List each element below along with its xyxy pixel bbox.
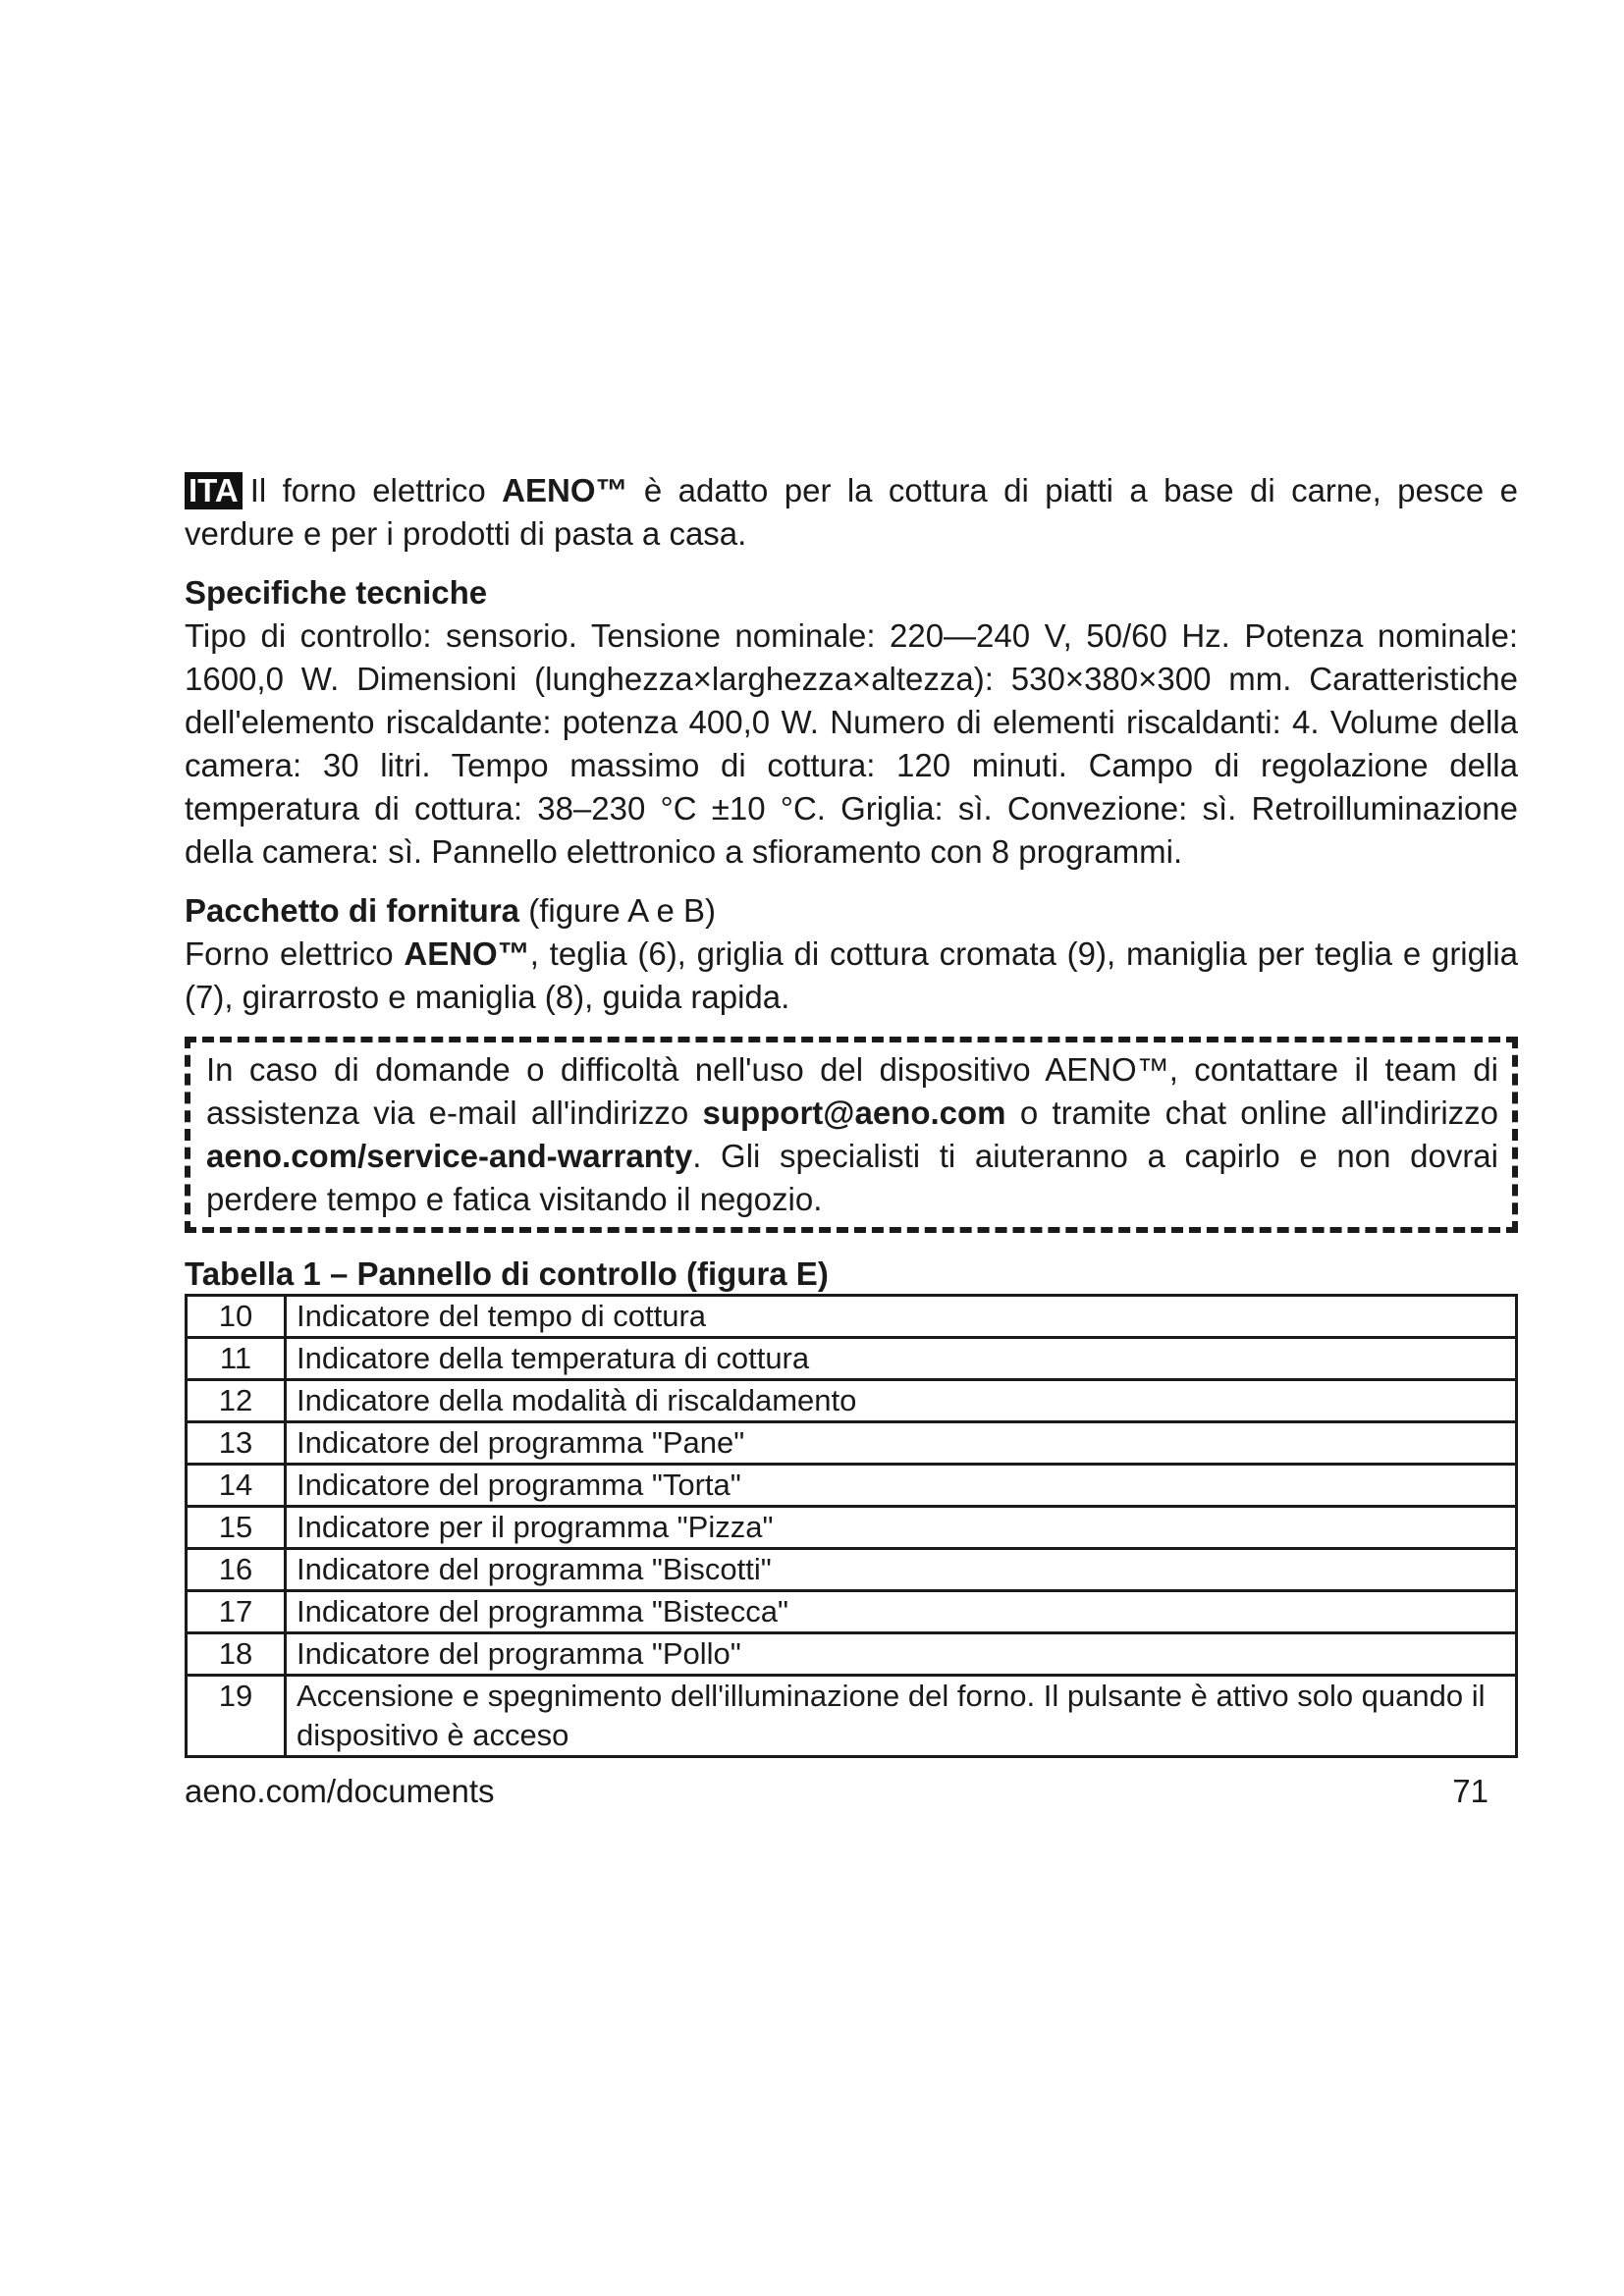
package-text-after: , teglia (6), griglia di cottura cromata (9), maniglia per teglia e griglia (7), girarrosto e maniglia (8), guida rapida. — [185, 935, 1519, 1015]
package-text-before: Forno elettrico — [185, 935, 405, 972]
table-row — [187, 1338, 1517, 1380]
support-email-link[interactable]: support@aeno.com — [702, 1095, 1006, 1131]
table-row — [187, 1633, 1517, 1676]
intro-text-after: è adatto per la cottura di piatti a base di carne, pesce e verdure e per i prodotti di pasta a casa. — [185, 472, 1518, 552]
specs-heading: Specifiche tecniche — [185, 574, 488, 611]
row-label: Accensione e spegnimento dell'illuminazione del forno. Il pulsante è attivo solo quando il dispositivo è acceso — [286, 1676, 1517, 1757]
page-number: 71 — [1452, 1773, 1489, 1809]
table-row — [187, 1465, 1517, 1507]
page-footer — [185, 1770, 1518, 1813]
row-number: 12 — [187, 1380, 286, 1422]
package-heading-note: (figure A e B) — [519, 892, 716, 929]
row-number: 14 — [187, 1465, 286, 1507]
row-label: Indicatore del programma "Bistecca" — [286, 1591, 1517, 1633]
table-row — [187, 1422, 1517, 1465]
row-label: Indicatore della temperatura di cottura — [286, 1338, 1517, 1380]
service-warranty-link[interactable]: aeno.com/service-and-warranty — [206, 1138, 693, 1174]
row-label: Indicatore della modalità di riscaldamento — [286, 1380, 1517, 1422]
row-label: Indicatore del programma "Pollo" — [286, 1633, 1517, 1676]
intro-brand: AENO™ — [502, 472, 628, 508]
table-title: Tabella 1 – Pannello di controllo (figura E) — [185, 1255, 829, 1292]
table-row — [187, 1676, 1517, 1757]
notice-text-3: . Gli specialisti ti aiuteranno a capirlo e non dovrai perdere tempo e fatica visitando il negozio. — [206, 1138, 1498, 1217]
row-number: 13 — [187, 1422, 286, 1465]
row-label: Indicatore del tempo di cottura — [286, 1296, 1517, 1338]
row-label: Indicatore del programma "Pane" — [286, 1422, 1517, 1465]
table-row — [187, 1507, 1517, 1549]
package-brand: AENO™ — [404, 935, 530, 972]
row-number: 16 — [187, 1549, 286, 1591]
document-page — [185, 469, 1518, 1813]
row-number: 18 — [187, 1633, 286, 1676]
table-row — [187, 1549, 1517, 1591]
specs-body: Tipo di controllo: sensorio. Tensione nominale: 220—240 V, 50/60 Hz. Potenza nominale: 1600,0 W. Dimensioni (lunghezza×larghezza×altezza): 530×380×300 mm. Caratteristiche dell'elemento riscaldante: potenza 400,0 W. Numero di elementi riscaldanti: 4. Volume della camera: 30 litri. Tempo massimo di cottura: 120 minuti. Campo di regolazione della temperatura di cottura: 38–230 °C ±10 °C. Griglia: sì. Convezione: sì. Retroilluminazione della camera: sì. Pannello elettronico a sfioramento con 8 programmi. — [185, 617, 1518, 870]
table-row — [187, 1380, 1517, 1422]
language-badge: ITA — [185, 472, 243, 509]
notice-text-1: In caso di domande o difficoltà nell'uso del dispositivo AENO™, contattare il team di assistenza via e-mail all'indirizzo — [206, 1051, 1498, 1131]
row-number: 19 — [187, 1676, 286, 1757]
row-number: 10 — [187, 1296, 286, 1338]
package-heading: Pacchetto di fornitura — [185, 892, 520, 929]
intro-paragraph — [185, 469, 1518, 556]
package-body — [185, 933, 1518, 1019]
documents-link[interactable]: aeno.com/documents — [185, 1773, 495, 1809]
row-label: Indicatore del programma "Biscotti" — [286, 1549, 1517, 1591]
row-label: Indicatore del programma "Torta" — [286, 1465, 1517, 1507]
row-number: 11 — [187, 1338, 286, 1380]
row-number: 15 — [187, 1507, 286, 1549]
support-notice-box — [185, 1037, 1518, 1233]
table-row — [187, 1591, 1517, 1633]
table-row — [187, 1296, 1517, 1338]
row-label: Indicatore per il programma "Pizza" — [286, 1507, 1517, 1549]
row-number: 17 — [187, 1591, 286, 1633]
package-heading-line — [185, 889, 1518, 933]
intro-text-before: Il forno elettrico — [249, 472, 503, 508]
notice-text-2: o tramite chat online all'indirizzo — [1005, 1095, 1499, 1131]
control-panel-table — [185, 1294, 1518, 1758]
